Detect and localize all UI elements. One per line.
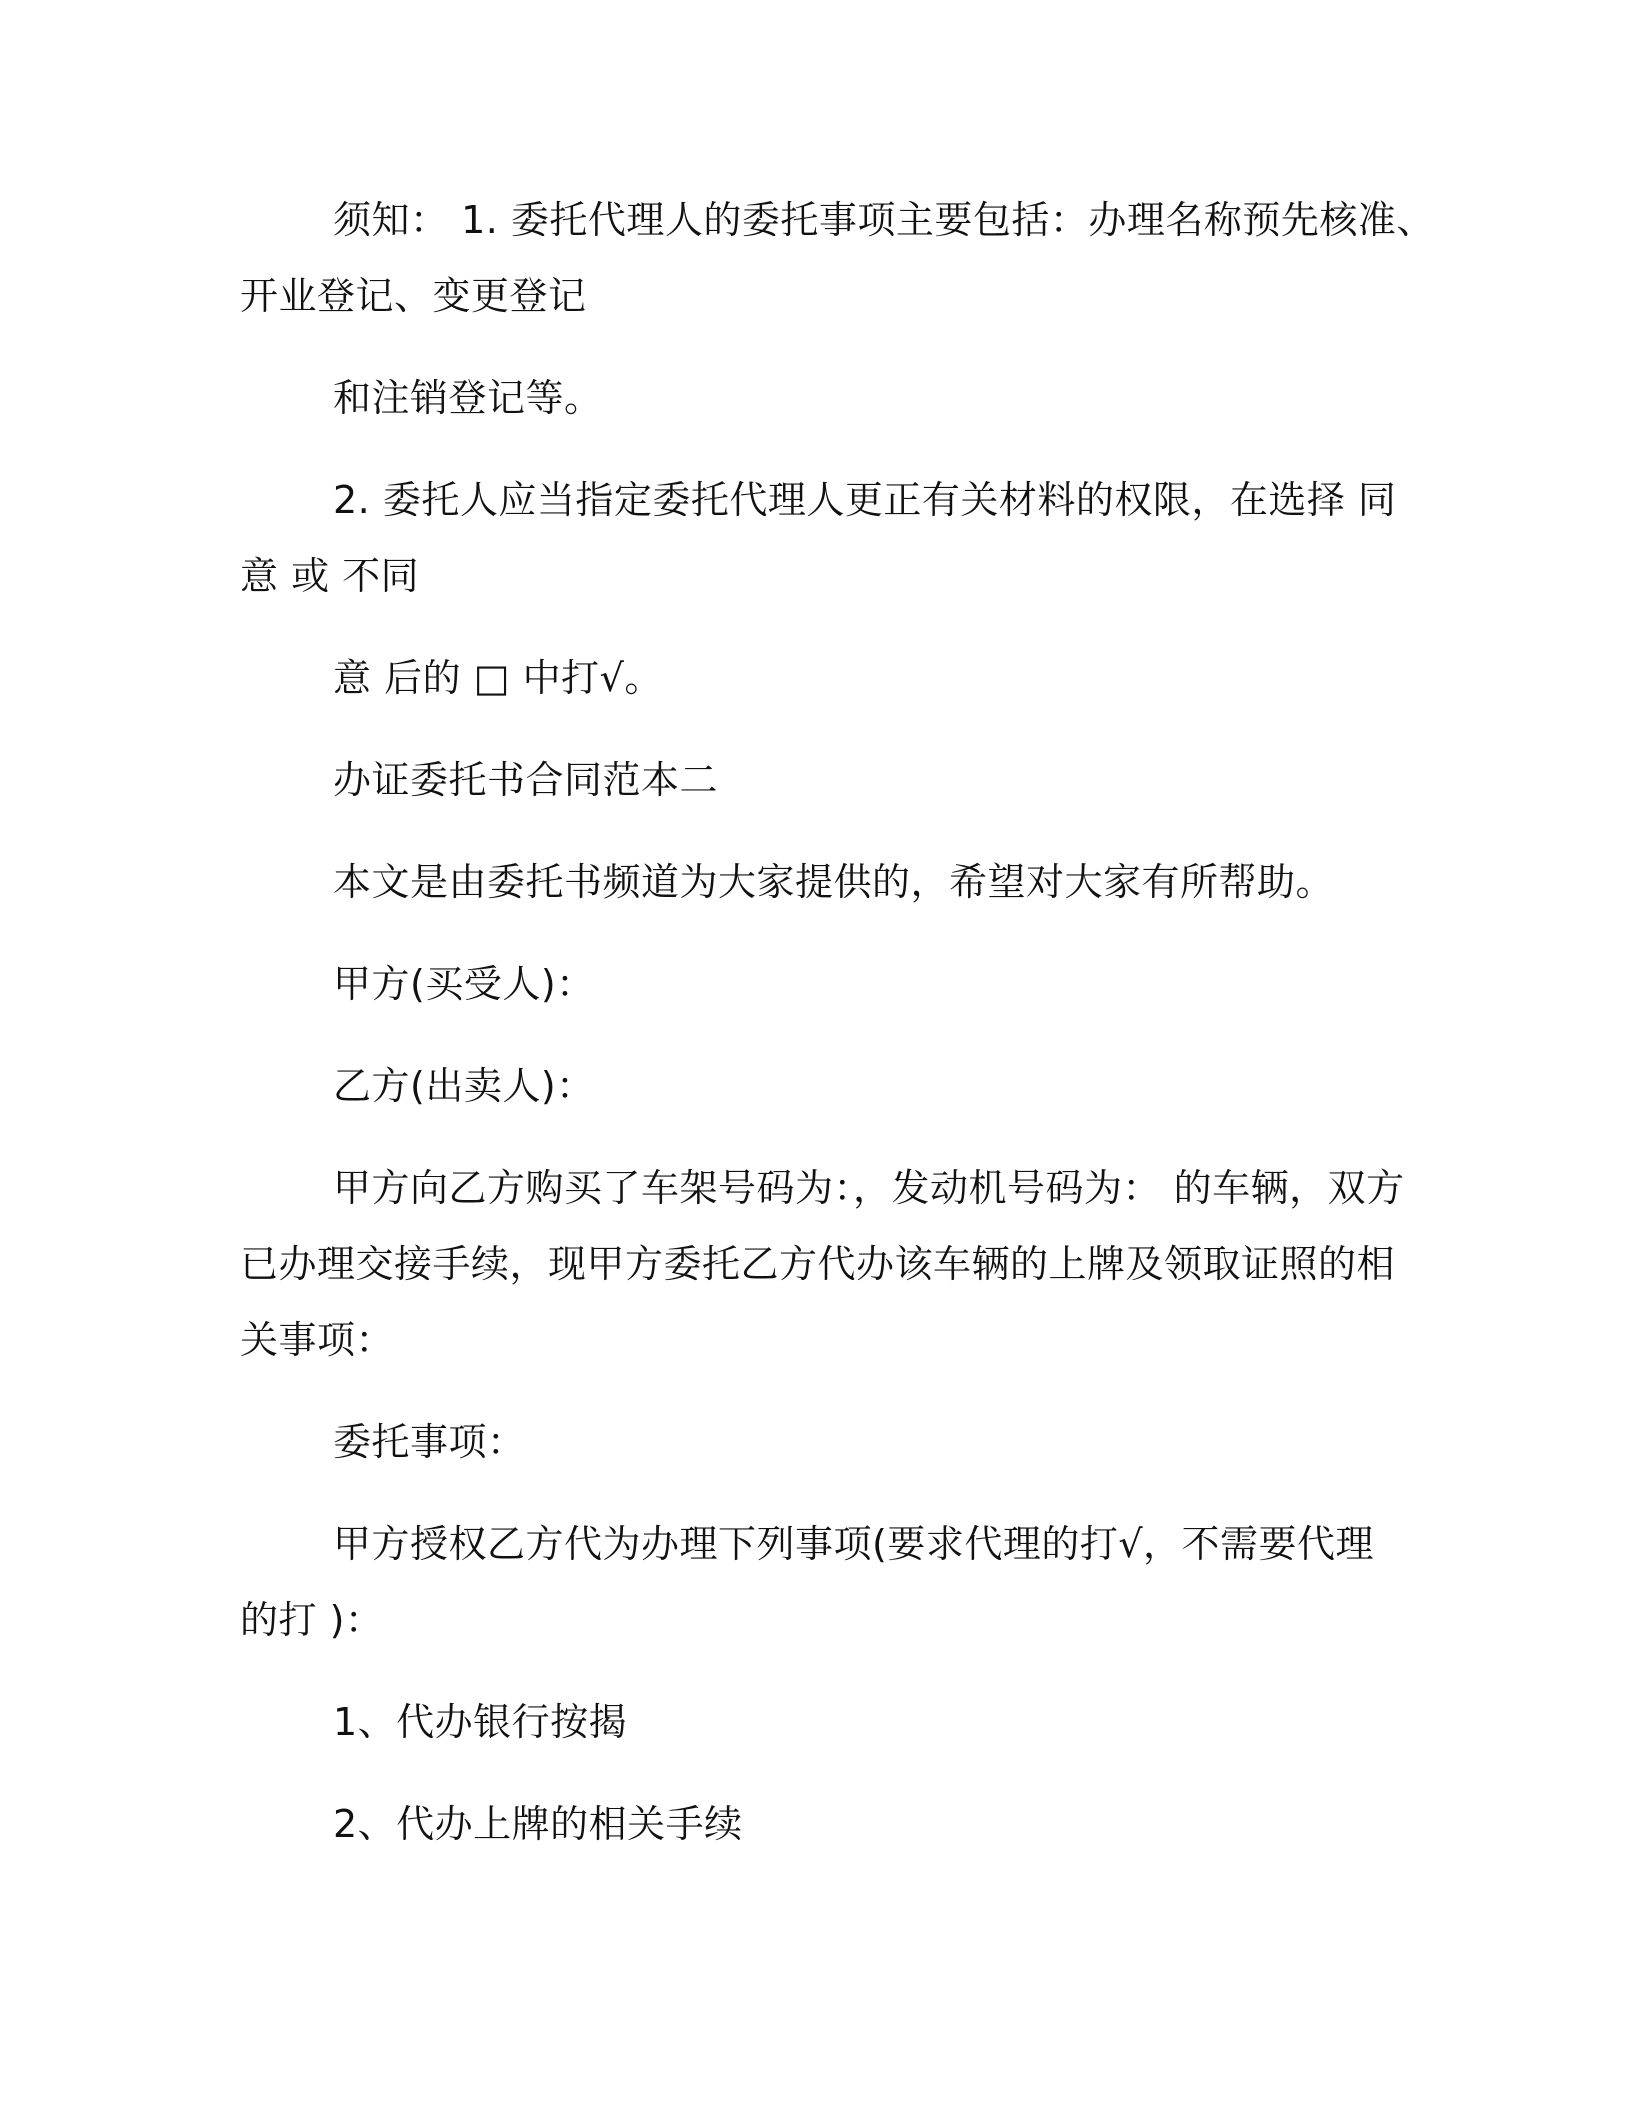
notice-item-1-line-2: 开业登记、变更登记 [240, 274, 587, 318]
matter-item-1: 1、代办银行按揭 [333, 1700, 628, 1744]
purchase-paragraph-line-2: 已办理交接手续，现甲方委托乙方代办该车辆的上牌及领取证照的相 [240, 1242, 1396, 1286]
authorization-paragraph-line-1: 甲方授权乙方代为办理下列事项(要求代理的打√，不需要代理 [333, 1522, 1375, 1566]
notice-item-2-line-1: 2. 委托人应当指定委托代理人更正有关材料的权限，在选择 同 [333, 478, 1397, 522]
matter-item-2: 2、代办上牌的相关手续 [333, 1802, 743, 1846]
purchase-paragraph-line-1: 甲方向乙方购买了车架号码为：，发动机号码为： 的车辆，双方 [333, 1166, 1405, 1210]
notice-item-2-line-2: 意 或 不同 [240, 554, 420, 598]
authorization-paragraph-line-2: 的打 )： [240, 1598, 384, 1642]
party-b-line: 乙方(出卖人)： [333, 1064, 595, 1108]
section-heading: 办证委托书合同范本二 [333, 758, 719, 802]
purchase-paragraph-line-3: 关事项： [240, 1318, 395, 1362]
notice-item-1-line-3: 和注销登记等。 [333, 376, 603, 420]
notice-item-2-line-3: 意 后的 □ 中打√。 [333, 656, 663, 700]
notice-item-1-line-1: 须知： 1. 委托代理人的委托事项主要包括：办理名称预先核准、 [333, 198, 1435, 242]
party-a-line: 甲方(买受人)： [333, 962, 595, 1006]
entrusted-matters-heading: 委托事项： [333, 1420, 526, 1464]
intro-paragraph: 本文是由委托书频道为大家提供的，希望对大家有所帮助。 [333, 860, 1335, 904]
